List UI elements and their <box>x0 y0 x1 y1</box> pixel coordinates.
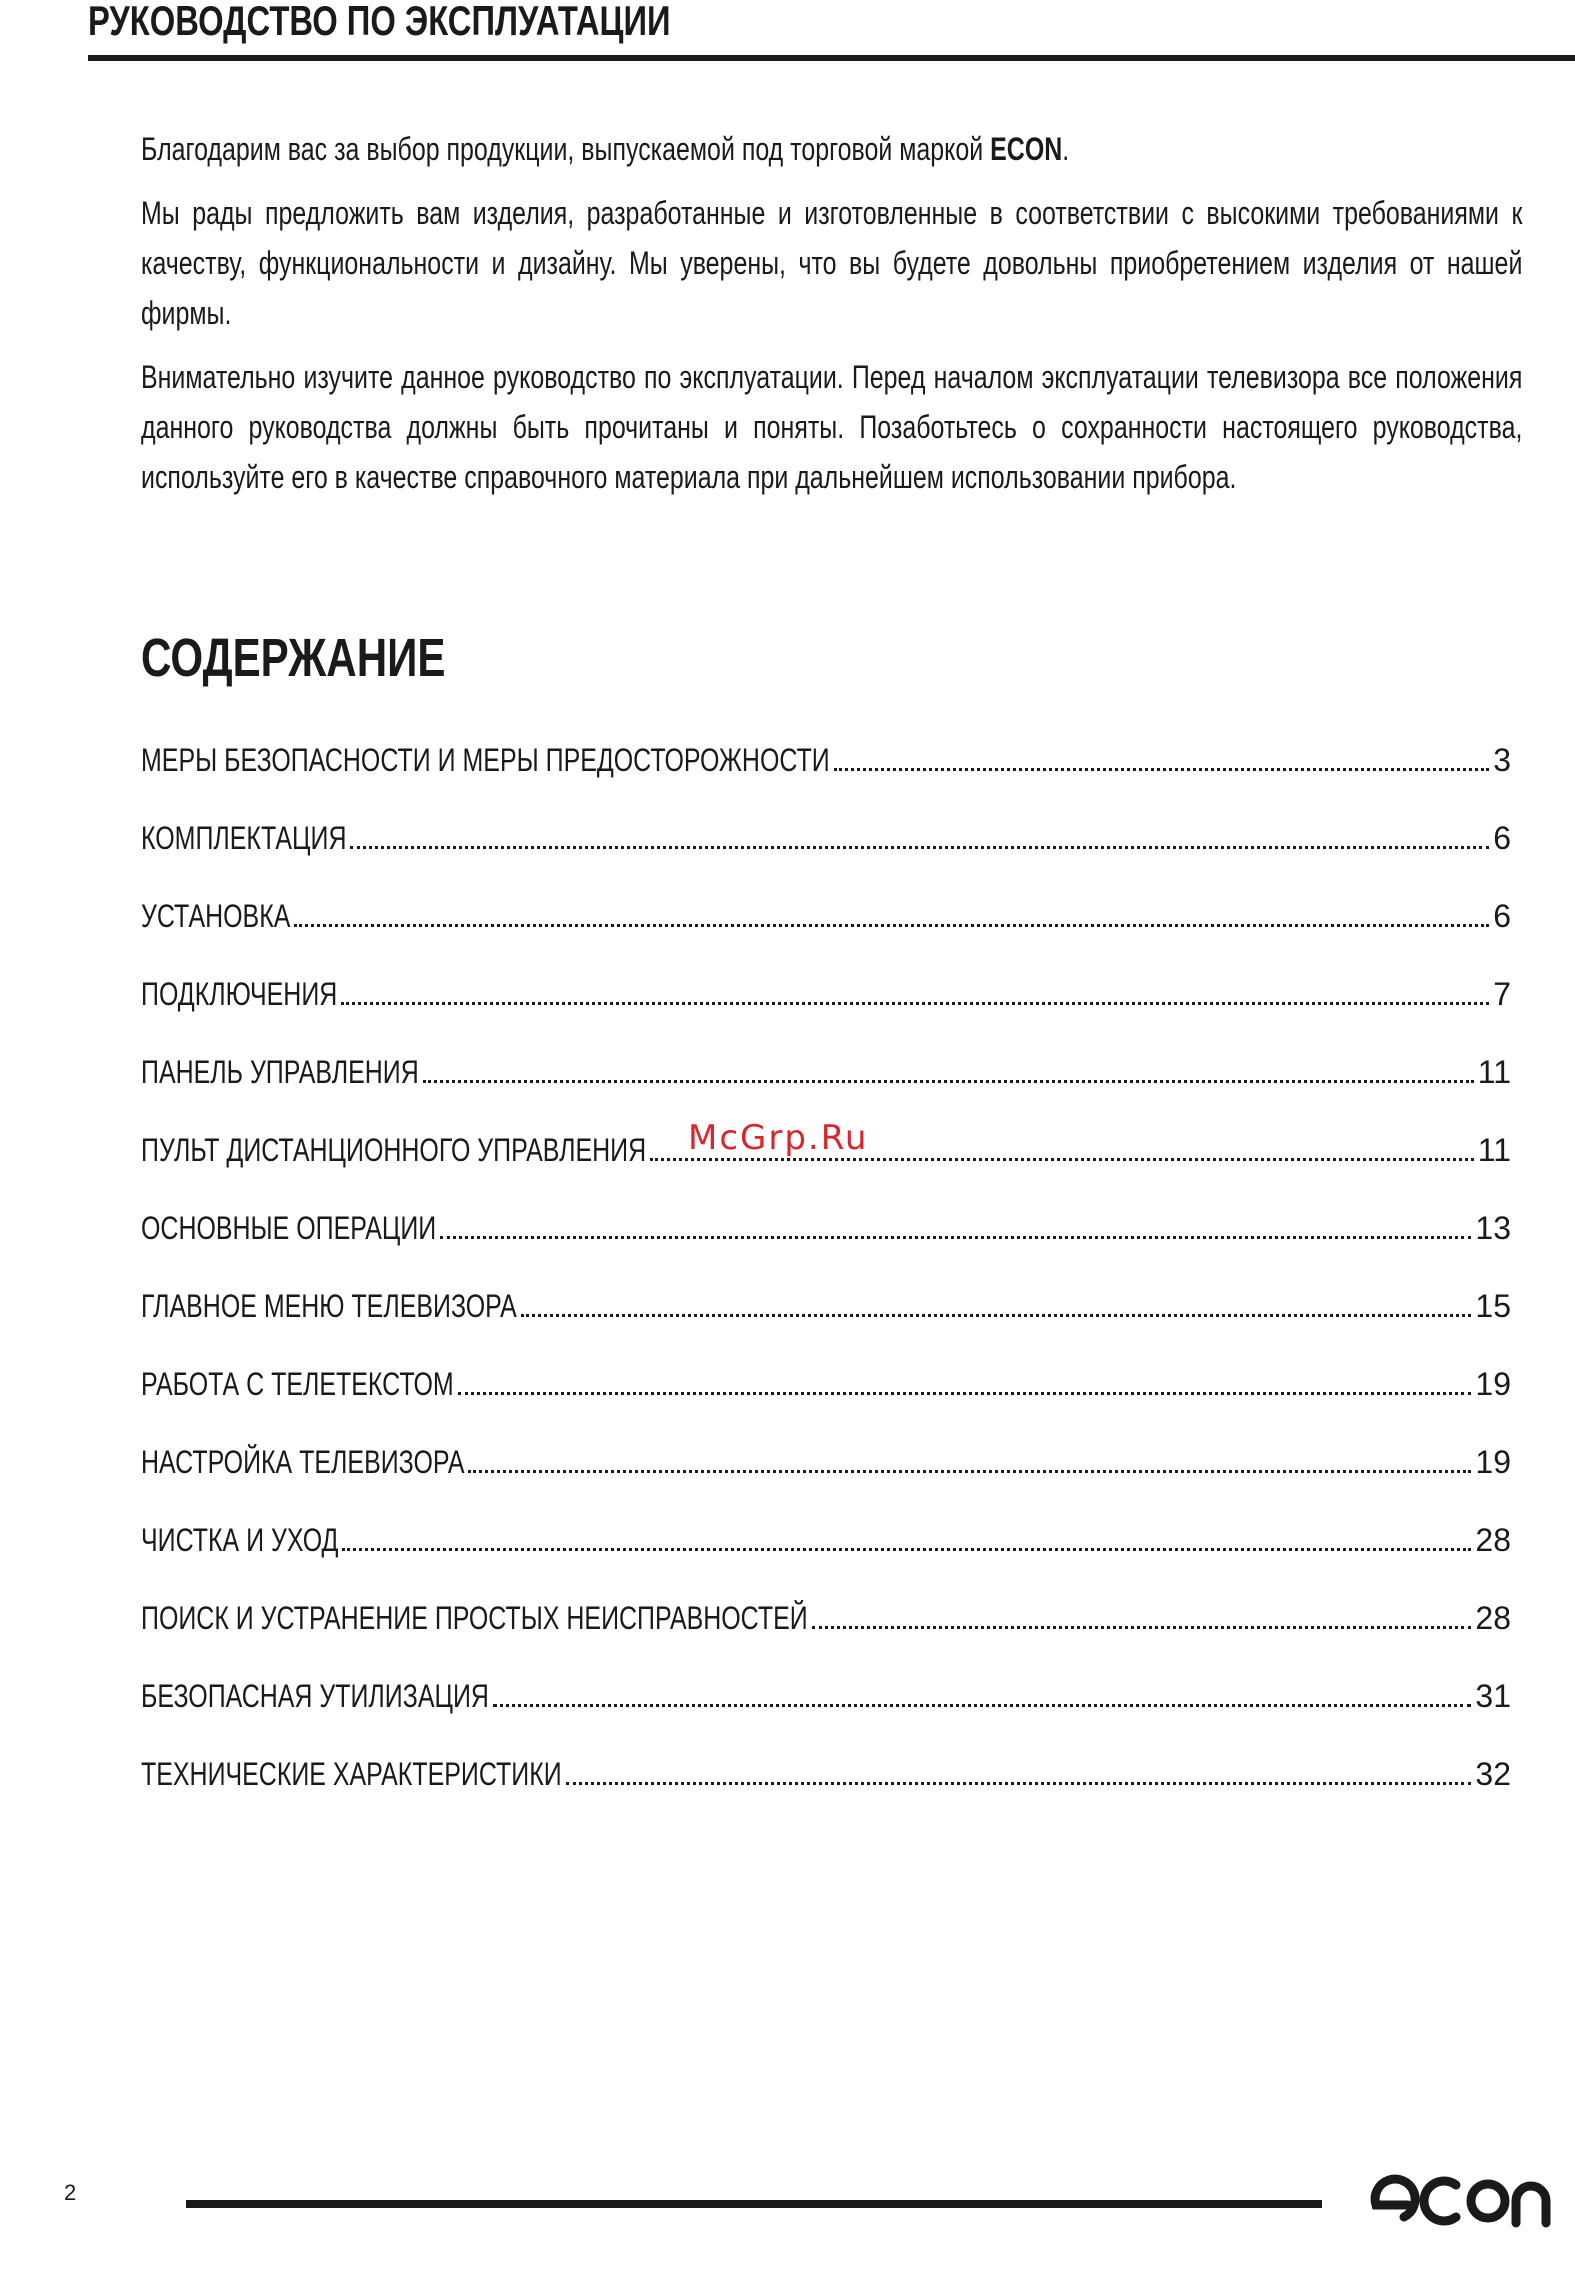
watermark: McGrp.Ru <box>688 1118 869 1158</box>
toc-item[interactable] <box>141 1437 1511 1515</box>
toc-item-label: МЕРЫ БЕЗОПАСНОСТИ И МЕРЫ ПРЕДОСТОРОЖНОСТИ <box>141 742 830 778</box>
toc-item-label-wrap <box>141 1749 562 1799</box>
toc-item-label-wrap <box>141 969 337 1019</box>
toc-item-label-wrap <box>141 735 830 785</box>
toc-item-label-wrap <box>141 1671 489 1721</box>
toc-item-label: ТЕХНИЧЕСКИЕ ХАРАКТЕРИСТИКИ <box>141 1756 562 1792</box>
toc-item[interactable] <box>141 813 1511 891</box>
toc-item[interactable] <box>141 1671 1511 1749</box>
toc-item[interactable] <box>141 969 1511 1047</box>
toc-item-label-wrap <box>141 891 290 941</box>
toc-leader-dots <box>458 1391 1472 1395</box>
toc-item-page: 28 <box>1475 1600 1511 1636</box>
toc-leader-dots <box>566 1781 1472 1785</box>
brand-name: ECON <box>990 131 1063 167</box>
toc-item-label: РАБОТА С ТЕЛЕТЕКСТОМ <box>141 1366 454 1402</box>
page-number: 2 <box>64 2180 77 2205</box>
toc-item-label-wrap <box>141 1515 338 1565</box>
toc-item-label: ПОИСК И УСТРАНЕНИЕ ПРОСТЫХ НЕИСПРАВНОСТЕЙ <box>141 1600 808 1636</box>
toc-item-label: ПУЛЬТ ДИСТАНЦИОННОГО УПРАВЛЕНИЯ <box>141 1132 647 1168</box>
intro-paragraph-3: Внимательно изучите данное руководство по эксплуатации. Перед началом эксплуатации телевизора все положения данного руководства должны быть прочитаны и поняты. Позаботьтесь о сохранности настоящего руководства, используйте его в качестве справочного материала при дальнейшем использовании прибора. <box>141 359 1523 495</box>
toc-leader-dots <box>423 1079 1474 1083</box>
intro-paragraph-2: Мы рады предложить вам изделия, разработанные и изготовленные в соответствии с высокими требованиями к качеству, функциональности и дизайну. Мы уверены, что вы будете довольны приобретением изделия от нашей фирмы. <box>141 195 1523 331</box>
toc-item[interactable] <box>141 1515 1511 1593</box>
intro-p1-end: . <box>1062 131 1070 167</box>
toc-leader-dots <box>341 1001 1489 1005</box>
toc-item-page: 19 <box>1475 1444 1511 1480</box>
toc-item-label-wrap <box>141 1281 517 1331</box>
toc-item[interactable] <box>141 1593 1511 1671</box>
toc-item-label: КОМПЛЕКТАЦИЯ <box>141 820 347 856</box>
toc-item-label-wrap <box>141 1437 464 1487</box>
toc-item[interactable] <box>141 735 1511 813</box>
footer-rule <box>186 2200 1322 2208</box>
toc-item-label: ЧИСТКА И УХОД <box>141 1522 339 1558</box>
toc-leader-dots <box>834 767 1489 771</box>
econ-logo-icon <box>1368 2165 1552 2229</box>
toc-item-page: 7 <box>1493 976 1511 1012</box>
toc-item-label-wrap <box>141 1203 436 1253</box>
toc-leader-dots <box>521 1313 1472 1317</box>
toc-leader-dots <box>468 1469 1471 1473</box>
toc-item[interactable] <box>141 1281 1511 1359</box>
toc-item[interactable] <box>141 1359 1511 1437</box>
toc-item-label: ПАНЕЛЬ УПРАВЛЕНИЯ <box>141 1054 419 1090</box>
toc-item-label: НАСТРОЙКА ТЕЛЕВИЗОРА <box>141 1444 465 1480</box>
toc-leader-dots <box>350 845 1489 849</box>
toc-item-label: УСТАНОВКА <box>141 898 291 934</box>
toc-leader-dots <box>812 1625 1472 1629</box>
toc-item[interactable] <box>141 891 1511 969</box>
toc-item-label: ОСНОВНЫЕ ОПЕРАЦИИ <box>141 1210 437 1246</box>
toc-item-page: 3 <box>1493 742 1511 778</box>
toc-leader-dots <box>294 923 1489 927</box>
toc-leader-dots <box>342 1547 1471 1551</box>
intro-section <box>141 124 1521 566</box>
toc-leader-dots <box>493 1703 1472 1707</box>
toc-item-label: БЕЗОПАСНАЯ УТИЛИЗАЦИЯ <box>141 1678 489 1714</box>
toc-item-page: 32 <box>1475 1756 1511 1792</box>
toc-item[interactable] <box>141 1203 1511 1281</box>
header-rule <box>88 55 1575 61</box>
table-of-contents <box>141 735 1511 1827</box>
toc-item[interactable] <box>141 1749 1511 1827</box>
toc-leader-dots <box>440 1235 1471 1239</box>
toc-item-label-wrap <box>141 813 346 863</box>
toc-item[interactable] <box>141 1047 1511 1125</box>
toc-item-page: 31 <box>1475 1678 1511 1714</box>
toc-item-label: ГЛАВНОЕ МЕНЮ ТЕЛЕВИЗОРА <box>141 1288 517 1324</box>
toc-item-page: 11 <box>1477 1054 1511 1090</box>
toc-item-page: 6 <box>1493 820 1511 856</box>
page-title: РУКОВОДСТВО ПО ЭКСПЛУАТАЦИИ <box>88 0 671 44</box>
toc-item-label-wrap <box>141 1593 808 1643</box>
econ-logo <box>1368 2165 1552 2234</box>
toc-item-page: 28 <box>1475 1522 1511 1558</box>
toc-heading: СОДЕРЖАНИЕ <box>141 628 446 688</box>
toc-item-label-wrap <box>141 1125 646 1175</box>
toc-item-label-wrap <box>141 1047 419 1097</box>
intro-paragraph-1 <box>141 124 1522 174</box>
toc-item-page: 11 <box>1477 1132 1511 1168</box>
toc-item-page: 6 <box>1493 898 1511 934</box>
intro-p1-text: Благодарим вас за выбор продукции, выпускаемой под торговой маркой <box>141 131 991 167</box>
toc-item-label: ПОДКЛЮЧЕНИЯ <box>141 976 338 1012</box>
toc-item-label-wrap <box>141 1359 454 1409</box>
toc-item-page: 13 <box>1475 1210 1511 1246</box>
toc-item-page: 15 <box>1475 1288 1511 1324</box>
toc-item-page: 19 <box>1475 1366 1511 1402</box>
